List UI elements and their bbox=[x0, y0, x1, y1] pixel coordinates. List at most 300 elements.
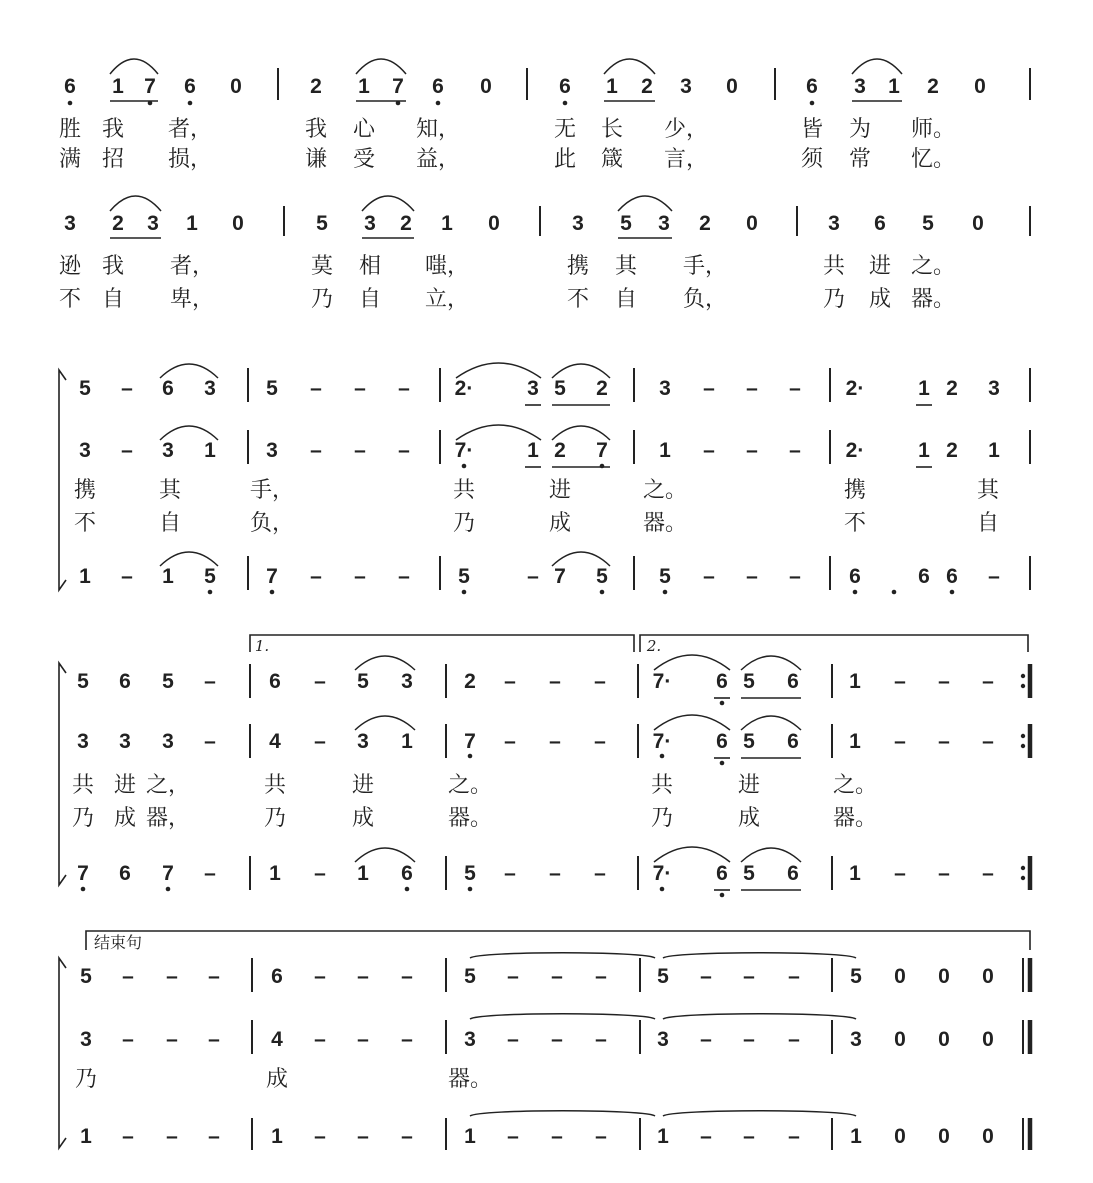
note: 6 bbox=[64, 75, 76, 98]
slur-arc bbox=[618, 196, 672, 211]
lyric-syllable: 器。 bbox=[642, 511, 688, 536]
lyric-syllable: 我 bbox=[101, 254, 125, 279]
slur-arc bbox=[456, 363, 541, 378]
note: 5 bbox=[77, 670, 89, 693]
slur-arc bbox=[362, 196, 414, 211]
lyric-syllable: 其 bbox=[976, 478, 1000, 503]
note: 5 bbox=[850, 965, 862, 988]
note: 5 bbox=[357, 670, 369, 693]
slur-arc bbox=[355, 716, 415, 730]
note: 1 bbox=[112, 75, 124, 98]
octave-dot bbox=[462, 590, 467, 595]
note: – bbox=[121, 439, 133, 462]
lyric-syllable: 携 bbox=[843, 478, 867, 503]
note: 0 bbox=[894, 1028, 906, 1051]
lyric-syllable: 共 bbox=[71, 773, 95, 798]
note: – bbox=[938, 730, 950, 753]
note: 3 bbox=[162, 730, 174, 753]
note: – bbox=[982, 730, 994, 753]
note: 5 bbox=[743, 670, 755, 693]
lyric-syllable: 负， bbox=[682, 287, 728, 312]
note: – bbox=[314, 670, 326, 693]
lyric-syllable: 我 bbox=[101, 117, 125, 142]
octave-dot bbox=[208, 590, 213, 595]
lyric-syllable: 进 bbox=[351, 773, 375, 798]
lyric-syllable: 受 bbox=[352, 147, 376, 172]
volta-label-2: 2. bbox=[646, 637, 662, 655]
lyric-syllable: 箴 bbox=[600, 147, 624, 172]
note: 2 bbox=[946, 377, 958, 400]
note: – bbox=[354, 439, 366, 462]
note: 5 bbox=[458, 565, 470, 588]
octave-dot bbox=[720, 701, 725, 706]
note: 6 bbox=[401, 862, 413, 885]
note: – bbox=[357, 1125, 369, 1148]
octave-dot bbox=[892, 590, 897, 595]
note: – bbox=[507, 965, 519, 988]
note: – bbox=[743, 1028, 755, 1051]
note: 1 bbox=[357, 862, 369, 885]
lyric-syllable: 成 bbox=[548, 511, 572, 536]
volta-bracket-1 bbox=[250, 635, 634, 652]
note: 0 bbox=[982, 1028, 994, 1051]
volta-bracket-2 bbox=[640, 635, 1028, 652]
slur-arc bbox=[852, 59, 902, 74]
octave-dot bbox=[270, 590, 275, 595]
note: – bbox=[310, 377, 322, 400]
lyric-syllable: 乃 bbox=[452, 511, 476, 536]
note: 3 bbox=[80, 1028, 92, 1051]
octave-dot bbox=[68, 101, 73, 106]
slur-arc bbox=[110, 59, 158, 74]
lyric-syllable: 我 bbox=[304, 117, 328, 142]
note: 2 bbox=[699, 212, 711, 235]
note: 2 bbox=[596, 377, 608, 400]
note: – bbox=[549, 862, 561, 885]
lyric-syllable: 其 bbox=[158, 478, 182, 503]
note: 0 bbox=[230, 75, 242, 98]
lyric-syllable: 谦 bbox=[304, 147, 328, 172]
repeat-dot bbox=[1021, 674, 1025, 678]
lyric-syllable: 心 bbox=[352, 117, 376, 142]
note: 3 bbox=[527, 377, 539, 400]
tie-arc bbox=[663, 953, 856, 958]
note: 1 bbox=[401, 730, 413, 753]
note: 6 bbox=[716, 862, 728, 885]
note: – bbox=[788, 965, 800, 988]
note: 0 bbox=[938, 1125, 950, 1148]
lyric-syllable: 成 bbox=[737, 806, 761, 831]
note: 5 bbox=[620, 212, 632, 235]
octave-dot bbox=[563, 101, 568, 106]
note: 5 bbox=[657, 965, 669, 988]
lyric-syllable: 携 bbox=[566, 254, 590, 279]
note: 2 bbox=[464, 670, 476, 693]
note: – bbox=[594, 862, 606, 885]
note: 0 bbox=[232, 212, 244, 235]
note: 6 bbox=[806, 75, 818, 98]
slur-arc bbox=[741, 656, 801, 670]
note: 2 bbox=[310, 75, 322, 98]
lyric-syllable: 少， bbox=[663, 117, 709, 142]
note: 5 bbox=[316, 212, 328, 235]
note: – bbox=[208, 1028, 220, 1051]
note: – bbox=[988, 565, 1000, 588]
note: 5 bbox=[266, 377, 278, 400]
note: 1 bbox=[80, 1125, 92, 1148]
octave-dot bbox=[166, 887, 171, 892]
note: – bbox=[166, 965, 178, 988]
lyric-syllable: 满 bbox=[58, 147, 82, 172]
volta-label-1: 1. bbox=[254, 637, 270, 655]
lyric-syllable: 共 bbox=[452, 478, 476, 503]
note: 7 bbox=[144, 75, 156, 98]
lyric-syllable: 进 bbox=[737, 773, 761, 798]
octave-dot bbox=[188, 101, 193, 106]
note: – bbox=[551, 1125, 563, 1148]
note: – bbox=[789, 565, 801, 588]
lyric-syllable: 不 bbox=[58, 287, 82, 312]
system-bracket bbox=[59, 370, 66, 590]
system-bracket bbox=[59, 958, 66, 1148]
note: 6 bbox=[119, 670, 131, 693]
note: – bbox=[507, 1028, 519, 1051]
note: 6 bbox=[716, 670, 728, 693]
note: – bbox=[527, 565, 539, 588]
slur-arc bbox=[160, 364, 218, 378]
note: – bbox=[401, 1028, 413, 1051]
note: – bbox=[314, 862, 326, 885]
note: 0 bbox=[894, 965, 906, 988]
note: – bbox=[703, 439, 715, 462]
note: 2 bbox=[927, 75, 939, 98]
note: 0 bbox=[938, 965, 950, 988]
note: – bbox=[504, 862, 516, 885]
note: 1 bbox=[849, 730, 861, 753]
note: – bbox=[354, 565, 366, 588]
note: 3 bbox=[204, 377, 216, 400]
lyric-syllable: 手， bbox=[249, 478, 295, 503]
note: – bbox=[746, 439, 758, 462]
lyric-syllable: 言， bbox=[663, 147, 709, 172]
note: 3 bbox=[657, 1028, 669, 1051]
note: – bbox=[595, 1125, 607, 1148]
note: 1 bbox=[850, 1125, 862, 1148]
lyric-syllable: 师。 bbox=[910, 117, 956, 142]
note: 6 bbox=[849, 565, 861, 588]
lyric-syllable: 进 bbox=[113, 773, 137, 798]
note: 3 bbox=[364, 212, 376, 235]
note: – bbox=[314, 1125, 326, 1148]
note: 1 bbox=[204, 439, 216, 462]
lyric-syllable: 器。 bbox=[447, 1067, 493, 1092]
note: 6 bbox=[946, 565, 958, 588]
note: 6 bbox=[559, 75, 571, 98]
note: 2 bbox=[112, 212, 124, 235]
note: 3 bbox=[572, 212, 584, 235]
note: 5 bbox=[554, 377, 566, 400]
note: 7 bbox=[464, 730, 476, 753]
note: – bbox=[938, 862, 950, 885]
note: 1 bbox=[988, 439, 1000, 462]
lyric-syllable: 损， bbox=[167, 147, 213, 172]
tie-arc bbox=[470, 1111, 655, 1116]
lyric-syllable: 共 bbox=[822, 254, 846, 279]
octave-dot bbox=[663, 590, 668, 595]
note: – bbox=[788, 1028, 800, 1051]
octave-dot bbox=[950, 590, 955, 595]
lyric-syllable: 常 bbox=[848, 147, 872, 172]
repeat-dot bbox=[1021, 684, 1025, 688]
note: – bbox=[595, 1028, 607, 1051]
note: 3 bbox=[850, 1028, 862, 1051]
note: 6 bbox=[269, 670, 281, 693]
note: – bbox=[504, 670, 516, 693]
note: – bbox=[549, 670, 561, 693]
note: 5 bbox=[79, 377, 91, 400]
note: 3 bbox=[658, 212, 670, 235]
note: 3 bbox=[401, 670, 413, 693]
slur-arc bbox=[355, 656, 415, 670]
note: – bbox=[743, 965, 755, 988]
note: 1 bbox=[186, 212, 198, 235]
note: – bbox=[894, 862, 906, 885]
slur-arc bbox=[355, 848, 415, 862]
note: 2· bbox=[845, 377, 865, 400]
note: 1 bbox=[659, 439, 671, 462]
note: 3 bbox=[119, 730, 131, 753]
note: 5 bbox=[464, 965, 476, 988]
lyric-syllable: 益， bbox=[415, 147, 461, 172]
lyric-syllable: 器， bbox=[145, 806, 191, 831]
note: – bbox=[551, 965, 563, 988]
note: – bbox=[204, 670, 216, 693]
slur-arc bbox=[356, 59, 406, 74]
note: – bbox=[208, 965, 220, 988]
note: – bbox=[789, 377, 801, 400]
lyric-syllable: 器。 bbox=[447, 806, 493, 831]
note: – bbox=[700, 1125, 712, 1148]
note: 3 bbox=[162, 439, 174, 462]
note: 0 bbox=[488, 212, 500, 235]
note: 1 bbox=[849, 670, 861, 693]
note: 2 bbox=[554, 439, 566, 462]
lyric-syllable: 不 bbox=[73, 511, 97, 536]
lyric-syllable: 长 bbox=[600, 117, 624, 142]
note: 1 bbox=[918, 439, 930, 462]
lyric-syllable: 自 bbox=[358, 287, 382, 312]
note: – bbox=[703, 377, 715, 400]
note: 7· bbox=[652, 730, 672, 753]
note: 7 bbox=[554, 565, 566, 588]
note: – bbox=[594, 730, 606, 753]
octave-dot bbox=[81, 887, 86, 892]
note: – bbox=[208, 1125, 220, 1148]
note: 1 bbox=[606, 75, 618, 98]
lyric-syllable: 成 bbox=[113, 806, 137, 831]
lyric-syllable: 不 bbox=[843, 511, 867, 536]
slur-arc bbox=[654, 655, 730, 670]
note: 3 bbox=[464, 1028, 476, 1051]
note: 2 bbox=[946, 439, 958, 462]
note: – bbox=[314, 1028, 326, 1051]
lyric-syllable: 乃 bbox=[263, 806, 287, 831]
note: 2· bbox=[454, 377, 474, 400]
slur-arc bbox=[160, 426, 218, 440]
lyric-syllable: 手， bbox=[682, 254, 728, 279]
octave-dot bbox=[468, 754, 473, 759]
tie-arc bbox=[663, 1111, 856, 1116]
lyric-syllable: 器。 bbox=[832, 806, 878, 831]
lyric-syllable: 进 bbox=[548, 478, 572, 503]
lyric-syllable: 忆。 bbox=[910, 147, 956, 172]
note: 6 bbox=[432, 75, 444, 98]
note: 6 bbox=[271, 965, 283, 988]
lyric-syllable: 胜 bbox=[58, 117, 82, 142]
lyric-syllable: 招 bbox=[101, 147, 125, 172]
ending-bracket bbox=[86, 931, 1030, 950]
lyric-syllable: 须 bbox=[800, 147, 824, 172]
lyric-syllable: 之。 bbox=[910, 254, 956, 279]
lyric-syllable: 不 bbox=[566, 287, 590, 312]
note: – bbox=[594, 670, 606, 693]
lyric-syllable: 自 bbox=[976, 511, 1000, 536]
note: – bbox=[746, 565, 758, 588]
lyric-syllable: 之， bbox=[145, 773, 191, 798]
note: 0 bbox=[894, 1125, 906, 1148]
note: 7· bbox=[652, 670, 672, 693]
octave-dot bbox=[853, 590, 858, 595]
note: 1 bbox=[162, 565, 174, 588]
repeat-dot bbox=[1021, 744, 1025, 748]
note: 1 bbox=[269, 862, 281, 885]
note: – bbox=[122, 1125, 134, 1148]
lyric-syllable: 成 bbox=[351, 806, 375, 831]
note: 3 bbox=[357, 730, 369, 753]
system-bracket bbox=[59, 663, 66, 885]
lyric-syllable: 立， bbox=[424, 287, 470, 312]
note: – bbox=[121, 377, 133, 400]
note: 0 bbox=[972, 212, 984, 235]
lyric-syllable: 之。 bbox=[832, 773, 878, 798]
note: 1 bbox=[271, 1125, 283, 1148]
tie-arc bbox=[470, 1014, 655, 1019]
lyric-syllable: 为 bbox=[848, 117, 872, 142]
note: 2 bbox=[641, 75, 653, 98]
note: – bbox=[204, 862, 216, 885]
note: 5 bbox=[80, 965, 92, 988]
lyric-syllable: 共 bbox=[650, 773, 674, 798]
note: 5 bbox=[162, 670, 174, 693]
note: – bbox=[982, 862, 994, 885]
note: – bbox=[703, 565, 715, 588]
lyric-syllable: 皆 bbox=[800, 117, 824, 142]
note: 7 bbox=[392, 75, 404, 98]
slur-arc bbox=[741, 848, 801, 862]
note: 5 bbox=[464, 862, 476, 885]
lyric-syllable: 进 bbox=[868, 254, 892, 279]
slur-arc bbox=[552, 364, 610, 378]
note: 1 bbox=[918, 377, 930, 400]
lyric-syllable: 自 bbox=[101, 287, 125, 312]
note: 3 bbox=[266, 439, 278, 462]
note: – bbox=[894, 670, 906, 693]
octave-dot bbox=[660, 754, 665, 759]
lyric-syllable: 器。 bbox=[910, 287, 956, 312]
note: 1 bbox=[358, 75, 370, 98]
note: 5 bbox=[596, 565, 608, 588]
note: 1 bbox=[888, 75, 900, 98]
note: 0 bbox=[746, 212, 758, 235]
octave-dot bbox=[720, 893, 725, 898]
note: 0 bbox=[974, 75, 986, 98]
note: 0 bbox=[480, 75, 492, 98]
note: 0 bbox=[982, 965, 994, 988]
slur-arc bbox=[604, 59, 655, 74]
note: – bbox=[398, 565, 410, 588]
note: – bbox=[789, 439, 801, 462]
note: – bbox=[122, 1028, 134, 1051]
lyric-syllable: 乃 bbox=[650, 806, 674, 831]
lyric-syllable: 之。 bbox=[447, 773, 493, 798]
tie-arc bbox=[663, 1014, 856, 1019]
note: – bbox=[310, 439, 322, 462]
note: – bbox=[743, 1125, 755, 1148]
note: 3 bbox=[79, 439, 91, 462]
note: – bbox=[310, 565, 322, 588]
lyric-syllable: 逊 bbox=[58, 254, 82, 279]
note: – bbox=[357, 1028, 369, 1051]
octave-dot bbox=[468, 887, 473, 892]
note: 6 bbox=[162, 377, 174, 400]
lyric-syllable: 乃 bbox=[74, 1067, 98, 1092]
note: 6 bbox=[787, 862, 799, 885]
note: 4 bbox=[271, 1028, 283, 1051]
repeat-dot bbox=[1021, 734, 1025, 738]
lyric-syllable: 者， bbox=[169, 254, 215, 279]
note: – bbox=[894, 730, 906, 753]
note: 6 bbox=[874, 212, 886, 235]
note: – bbox=[314, 965, 326, 988]
note: 3 bbox=[828, 212, 840, 235]
note: 2· bbox=[845, 439, 865, 462]
lyric-syllable: 之。 bbox=[642, 478, 688, 503]
note: – bbox=[401, 965, 413, 988]
note: 3 bbox=[659, 377, 671, 400]
lyric-syllable: 无 bbox=[553, 117, 577, 142]
note: – bbox=[700, 965, 712, 988]
lyric-syllable: 其 bbox=[614, 254, 638, 279]
note: – bbox=[549, 730, 561, 753]
note: – bbox=[357, 965, 369, 988]
note: – bbox=[354, 377, 366, 400]
note: 1 bbox=[79, 565, 91, 588]
lyric-syllable: 乃 bbox=[310, 287, 334, 312]
lyric-syllable: 共 bbox=[263, 773, 287, 798]
note: – bbox=[121, 565, 133, 588]
slur-arc bbox=[552, 552, 610, 566]
note: 2 bbox=[400, 212, 412, 235]
lyric-syllable: 自 bbox=[614, 287, 638, 312]
note: 1 bbox=[849, 862, 861, 885]
lyric-syllable: 此 bbox=[553, 147, 577, 172]
note: 3 bbox=[77, 730, 89, 753]
slur-arc bbox=[110, 196, 161, 211]
note: 0 bbox=[726, 75, 738, 98]
note: – bbox=[401, 1125, 413, 1148]
octave-dot bbox=[720, 761, 725, 766]
note: – bbox=[551, 1028, 563, 1051]
